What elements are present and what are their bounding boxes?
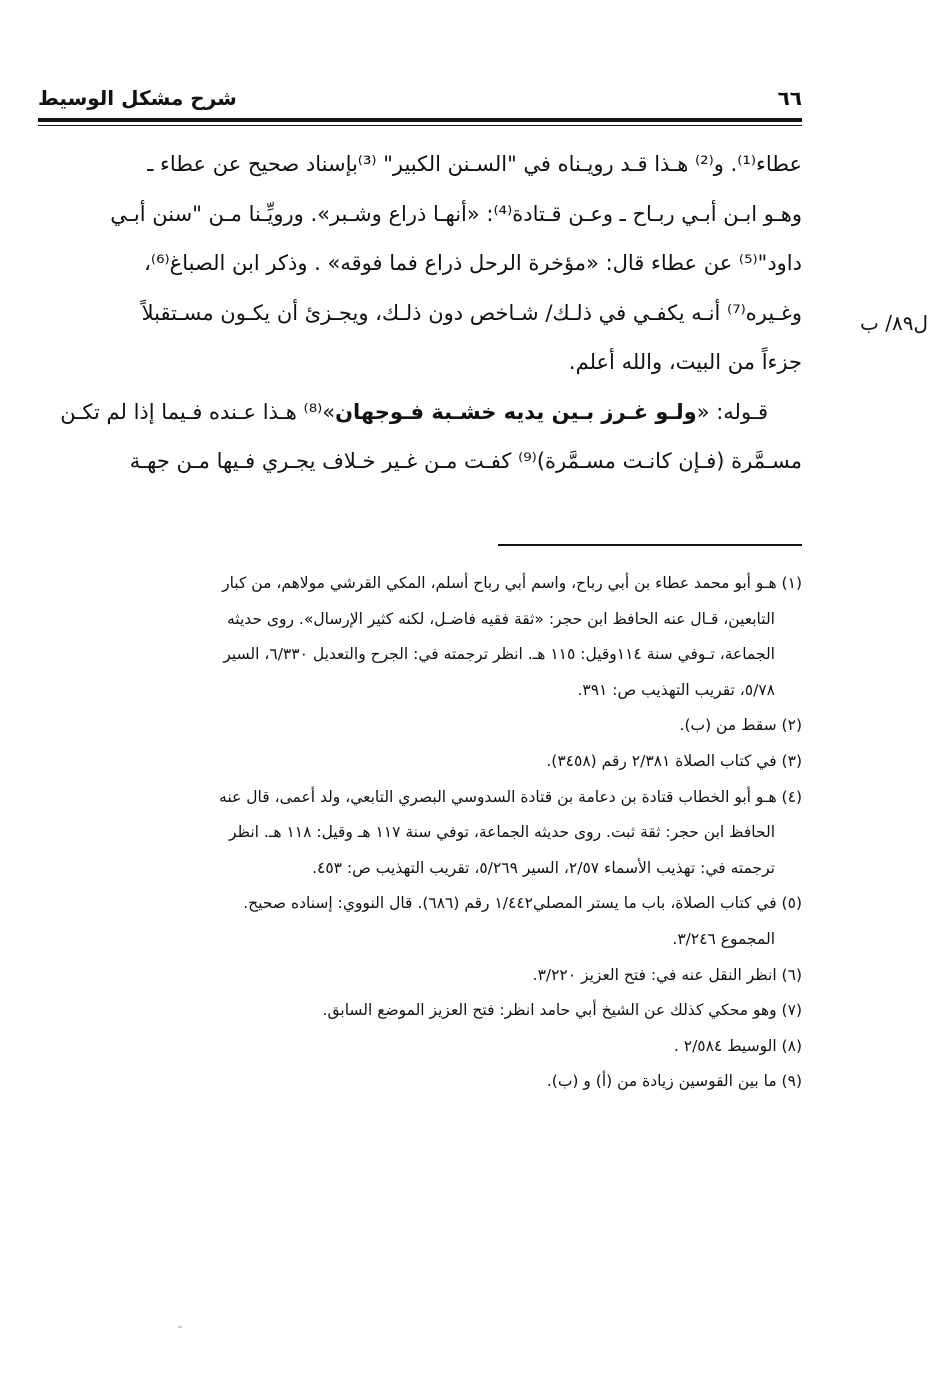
main-line: عطاء⁽¹⁾. و⁽²⁾ هـذا قـد رويـناه في "السـنن الكبير" ⁽³⁾بإسناد صحيح عن عطاء ـ	[147, 152, 802, 176]
footnote-line: (٨) الوسيط ٢/٥٨٤ .	[673, 1036, 802, 1055]
page-number: ٦٦	[777, 86, 802, 110]
footnotes	[38, 566, 802, 1100]
footnote-separator	[498, 544, 802, 546]
main-line: وغـيره⁽⁷⁾ أنـه يكفـي في ذلـك/ شـاخص دون ذلـك، ويجـزئ أن يكـون مسـتقبلاً	[141, 300, 802, 325]
main-line: وهـو ابـن أبـي ربـاح ـ وعـن قـتادة⁽⁴⁾: «أنهـا ذراع وشـبر». ورويِّـنا مـن "سنن أبـي	[110, 201, 802, 226]
footnote-line: (٥) في كتاب الصلاة، باب ما يستر المصلي١/٤٤٢ رقم (٦٨٦). قال النووي: إسناده صحيح.	[243, 894, 802, 913]
scan-speck	[178, 1326, 182, 1328]
paragraph-2-line-2: مسـمَّرة (فـإن كانـت مسـمَّرة)⁽⁹⁾ كفـت مـن غـير خـلاف يجـري فـيها مـن جهـة	[129, 449, 802, 473]
footnote-line: (٣) في كتاب الصلاة ٢/٣٨١ رقم (٣٤٥٨).	[546, 751, 802, 770]
main-line: جزءاً من البيت، والله أعلم.	[568, 350, 802, 374]
footnote-line: ترجمته في: تهذيب الأسماء ٢/٥٧، السير ٥/٢٦٩، تقريب التهذيب ص: ٤٥٣.	[312, 858, 775, 877]
para2-bold-quote: ولـو غـرز بـين يديه خشـبة فـوجهان	[335, 399, 697, 424]
paragraph-2-line-1	[38, 388, 802, 438]
main-text	[38, 140, 802, 487]
footnote-line: المجموع ٣/٢٤٦.	[672, 929, 775, 948]
footnote-line: الحافظ ابن حجر: ثقة ثبت. روى حديثه الجماعة، توفي سنة ١١٧ هـ وقيل: ١١٨ هـ. انظر	[229, 823, 775, 842]
header-rule-thin	[38, 125, 802, 126]
footnote-line: (٩) ما بين القوسين زيادة من (أ) و (ب).	[546, 1072, 802, 1091]
footnote-line: ٥/٧٨، تقريب التهذيب ص: ٣٩١.	[577, 680, 775, 699]
footnote-line: (٤) هـو أبو الخطاب قتادة بن دعامة بن قتادة السدوسي البصري التابعي، ولد أعمى، قال عنه	[219, 787, 802, 806]
running-header	[38, 78, 802, 116]
main-line: داود"⁽⁵⁾ عن عطاء قال: «مؤخرة الرحل ذراع فما فوقه» . وذكر ابن الصباغ⁽⁶⁾،	[144, 251, 802, 275]
footnote-line: (٢) سقط من (ب).	[679, 716, 802, 735]
footnote-line: التابعين، قـال عنه الحافظ ابن حجر: «ثقة فقيه فاضـل، لكنه كثير الإرسال». روى حديثه	[226, 609, 775, 628]
manuscript-folio-marker: ل٨٩/ ب	[860, 311, 928, 335]
para2-after-quote: »⁽⁸⁾ هـذا عـنده فـيما إذا لم تكـن	[60, 399, 336, 424]
footnote-line: الجماعة، تـوفي سنة ١١٤وقيل: ١١٥ هـ. انظر ترجمته في: الجرح والتعديل ٦/٣٣٠، السير	[223, 645, 775, 664]
footnote-line: (٧) وهو محكي كذلك عن الشيخ أبي حامد انظر: فتح العزيز الموضع السابق.	[322, 1001, 802, 1020]
header-title: شرح مشكل الوسيط	[38, 86, 237, 110]
para2-lead: قـوله: «	[696, 399, 768, 424]
header-rule-thick	[38, 118, 802, 122]
footnote-line: (١) هـو أبو محمد عطاء بن أبي رباح، واسم أبي رباح أسلم، المكي القرشي مولاهم، من كبار	[222, 574, 802, 592]
footnote-line: (٦) انظر النقل عنه في: فتح العزيز ٣/٢٢٠.	[532, 965, 802, 984]
